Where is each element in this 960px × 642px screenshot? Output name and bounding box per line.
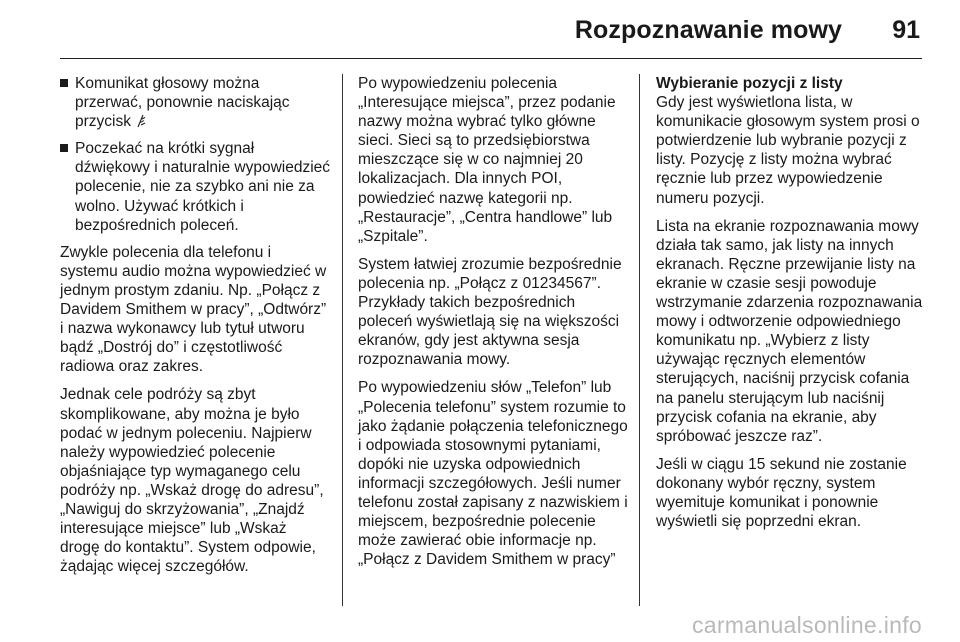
- header-rule: [60, 58, 922, 59]
- section: [656, 74, 926, 208]
- paragraph: Jeśli w ciągu 15 sekund nie zostanie dokonany wybór ręczny, system wyemituje komunikat i ponownie wyświetli się poprzedni ekran.: [656, 455, 907, 531]
- column-1: [60, 74, 330, 585]
- voice-command-icon: [137, 114, 146, 128]
- column-3: [656, 74, 926, 540]
- bullet-text: Komunikat głosowy można przerwać, ponownie naciskając przycisk: [75, 75, 290, 131]
- paragraph: Zwykle polecenia dla telefonu i systemu audio można wypowiedzieć w jednym prostym zdaniu. Np. „Połącz z Davidem Smithem w pracy”, „Odtwórz” i nazwa wykonawcy lub tytuł utworu bądź „Dostrój do” i częstotliwość radiowa oraz zakres.: [60, 243, 327, 376]
- bullet-square-icon: [60, 144, 68, 152]
- watermark: carmanualsonline.info: [691, 612, 922, 638]
- page-number: 91: [892, 16, 920, 44]
- page-title: Rozpoznawanie mowy: [574, 16, 842, 44]
- paragraph: Jednak cele podróży są zbyt skomplikowane, aby można je było podać w jednym poleceniu. Najpierw należy wypowiedzieć polecenie objaśniające typ wymaganego celu podróży np. „Wskaż drogę do adresu”, „Nawiguj do skrzyżowania”, „Znajdź interesujące miejsce” lub „Wskaż drogę do kontaktu”. System odpowie, żądając więcej szczegółów.: [60, 386, 324, 576]
- bullet-square-icon: [60, 79, 68, 87]
- paragraph: Lista na ekranie rozpoznawania mowy działa tak samo, jak listy na innych ekranach. Ręczne przewijanie listy na ekranie w czasie sesji powoduje wstrzymanie zdarzenia rozpoznawania mowy i odtworzenie odpowiedniego komunikatu np. „Wybierz z listy używając ręcznych elementów sterujących, naciśnij przycisk cofania na panelu sterującym lub naciśnij przycisk cofania na ekranie, aby spróbować jeszcze raz”.: [656, 217, 923, 445]
- bullet-item: [60, 74, 330, 131]
- bullet-item: [60, 139, 330, 234]
- paragraph: System łatwiej zrozumie bezpośrednie polecenia np. „Połącz z 01234567”. Przykłady takich bezpośrednich poleceń wyświetlają się na większości ekranów, gdy jest aktywna sesja rozpoznawania mowy.: [358, 255, 622, 369]
- page-header: [0, 0, 960, 58]
- column-2: [358, 74, 628, 578]
- paragraph: Po wypowiedzeniu słów „Telefon” lub „Polecenia telefonu” system rozumie to jako żądanie połączenia telefonicznego i odpowiada stosownymi pytaniami, dopóki nie uzyska odpowiednich informacji szczegółowych. Jeśli numer telefonu został zapisany z nazwiskiem i miejscem, bezpośrednie polecenie może zawierać obie informacje np. „Połącz z Davidem Smithem w pracy”: [358, 379, 628, 569]
- paragraph: Po wypowiedzeniu polecenia „Interesujące miejsca”, przez podanie nazwy można wybrać tylko główne sieci. Sieci są to przedsiębiorstwa mieszczące się w co najmniej 20 lokalizacjach. Dla innych POI, powiedzieć nazwę kategorii np. „Restauracje”, „Centra handlowe” lub „Szpitale”.: [358, 75, 616, 245]
- paragraph: Gdy jest wyświetlona lista, w komunikacie głosowym system prosi o potwierdzenie lub wybranie pozycji z listy. Pozycję z listy można wybrać ręcznie lub przez wypowiedzenie numeru pozycji.: [656, 94, 920, 207]
- column-divider: [342, 74, 343, 606]
- bullet-text: Poczekać na krótki sygnał dźwiękowy i naturalnie wypowiedzieć polecenie, nie za szybko ani nie za wolno. Używać krótkich i bezpośrednich poleceń.: [75, 140, 331, 234]
- column-divider: [639, 74, 640, 606]
- section-heading: Wybieranie pozycji z listy: [656, 75, 843, 92]
